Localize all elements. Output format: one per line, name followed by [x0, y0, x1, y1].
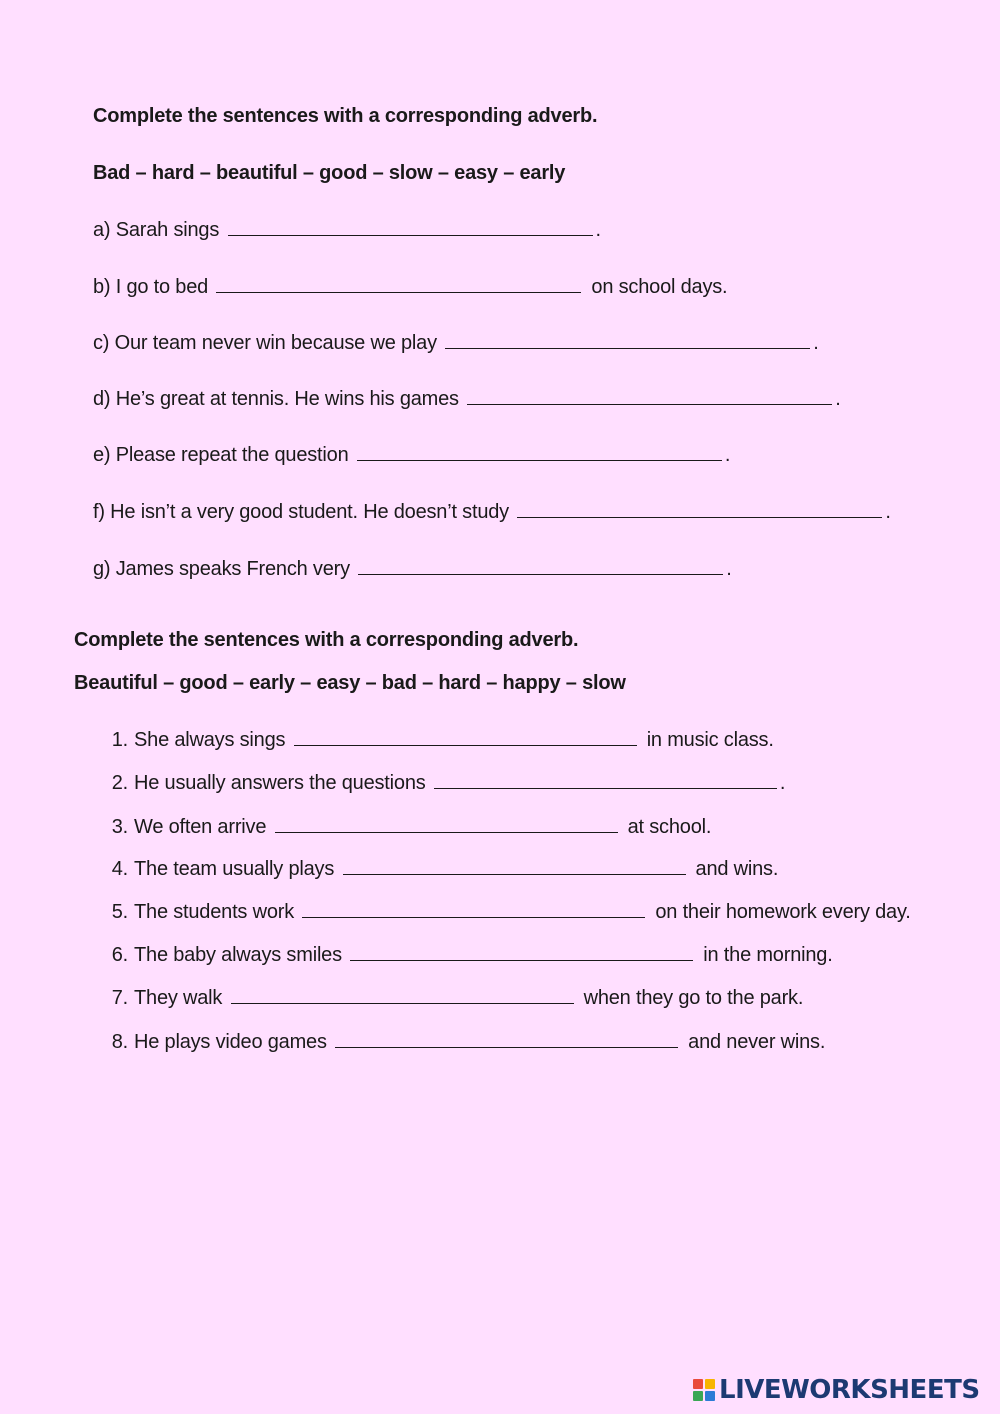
answer-blank-7[interactable]	[231, 987, 574, 1004]
answer-blank-8[interactable]	[335, 1031, 678, 1048]
item-suffix: when they go to the park.	[583, 987, 804, 1009]
section2-item-8	[98, 1030, 825, 1054]
answer-blank-1[interactable]	[294, 729, 637, 746]
section1-item-a	[93, 218, 601, 242]
section1-item-b	[93, 275, 727, 299]
item-suffix: .	[779, 772, 786, 794]
item-text: c) Our team never win because we play	[93, 332, 437, 354]
answer-blank-2[interactable]	[434, 772, 777, 789]
item-number: 4.	[111, 858, 128, 880]
answer-blank-5[interactable]	[302, 901, 645, 918]
answer-blank-6[interactable]	[350, 944, 693, 961]
section2-item-6	[98, 943, 833, 967]
item-text: They walk	[134, 987, 223, 1009]
item-number: 7.	[111, 987, 128, 1009]
section1-item-f	[93, 500, 891, 524]
answer-blank-c[interactable]	[445, 332, 810, 349]
item-text: The team usually plays	[134, 858, 335, 880]
section1-item-e	[93, 443, 730, 467]
section1-word-bank: Bad – hard – beautiful – good – slow – easy – early	[93, 162, 566, 184]
item-suffix: .	[595, 219, 601, 241]
item-text: He usually answers the questions	[134, 772, 426, 794]
section2-word-bank: Beautiful – good – early – easy – bad – hard – happy – slow	[74, 672, 626, 694]
section2-item-7	[98, 986, 803, 1010]
item-text: g) James speaks French very	[93, 558, 350, 580]
answer-blank-a[interactable]	[228, 219, 593, 236]
item-text: d) He’s great at tennis. He wins his games	[93, 388, 459, 410]
section1-instruction: Complete the sentences with a corresponding adverb.	[93, 105, 598, 127]
item-number: 3.	[111, 816, 128, 838]
section2-item-3	[98, 815, 711, 839]
item-number: 5.	[111, 901, 128, 923]
item-text: We often arrive	[134, 816, 267, 838]
section1-item-c	[93, 331, 819, 355]
section2-item-5	[98, 900, 911, 924]
item-suffix: .	[724, 444, 731, 466]
logo-block-red	[693, 1379, 703, 1389]
section2-instruction: Complete the sentences with a corresponding adverb.	[74, 629, 579, 651]
item-suffix: .	[813, 332, 819, 354]
item-suffix: .	[726, 558, 732, 580]
logo-block-green	[693, 1391, 703, 1401]
item-suffix: and wins.	[695, 858, 779, 880]
section2-item-1	[98, 728, 774, 752]
item-suffix: on school days.	[591, 276, 728, 298]
section1-item-d	[93, 387, 841, 411]
item-suffix: .	[885, 501, 891, 523]
item-text: The baby always smiles	[134, 944, 342, 966]
answer-blank-f[interactable]	[517, 501, 882, 518]
answer-blank-3[interactable]	[275, 816, 618, 833]
answer-blank-e[interactable]	[357, 444, 722, 461]
section1-item-g	[93, 557, 732, 581]
item-number: 1.	[111, 729, 128, 751]
liveworksheets-logo-icon	[693, 1379, 715, 1401]
answer-blank-g[interactable]	[358, 558, 723, 575]
item-suffix: in the morning.	[703, 944, 833, 966]
item-text: f) He isn’t a very good student. He doesn’t study	[93, 501, 509, 523]
item-text: The students work	[134, 901, 295, 923]
item-suffix: and never wins.	[688, 1031, 826, 1053]
answer-blank-d[interactable]	[467, 388, 832, 405]
item-suffix: in music class.	[646, 729, 774, 751]
item-text: e) Please repeat the question	[93, 444, 349, 466]
logo-block-yellow	[705, 1379, 715, 1389]
logo-block-blue	[705, 1391, 715, 1401]
answer-blank-4[interactable]	[343, 858, 686, 875]
item-number: 6.	[111, 944, 128, 966]
answer-blank-b[interactable]	[216, 276, 581, 293]
item-text: b) I go to bed	[93, 276, 209, 298]
item-suffix: .	[835, 388, 841, 410]
item-number: 8.	[111, 1031, 128, 1053]
logo-text: LIVEWORKSHEETS	[719, 1375, 980, 1405]
item-text: She always sings	[134, 729, 286, 751]
section2-item-4	[98, 857, 778, 881]
item-text: He plays video games	[134, 1031, 327, 1053]
liveworksheets-logo[interactable]	[693, 1377, 980, 1403]
section2-item-2	[98, 771, 785, 795]
item-text: a) Sarah sings	[93, 219, 220, 241]
item-suffix: at school.	[627, 816, 712, 838]
item-suffix: on their homework every day.	[655, 901, 911, 923]
item-number: 2.	[111, 772, 128, 794]
